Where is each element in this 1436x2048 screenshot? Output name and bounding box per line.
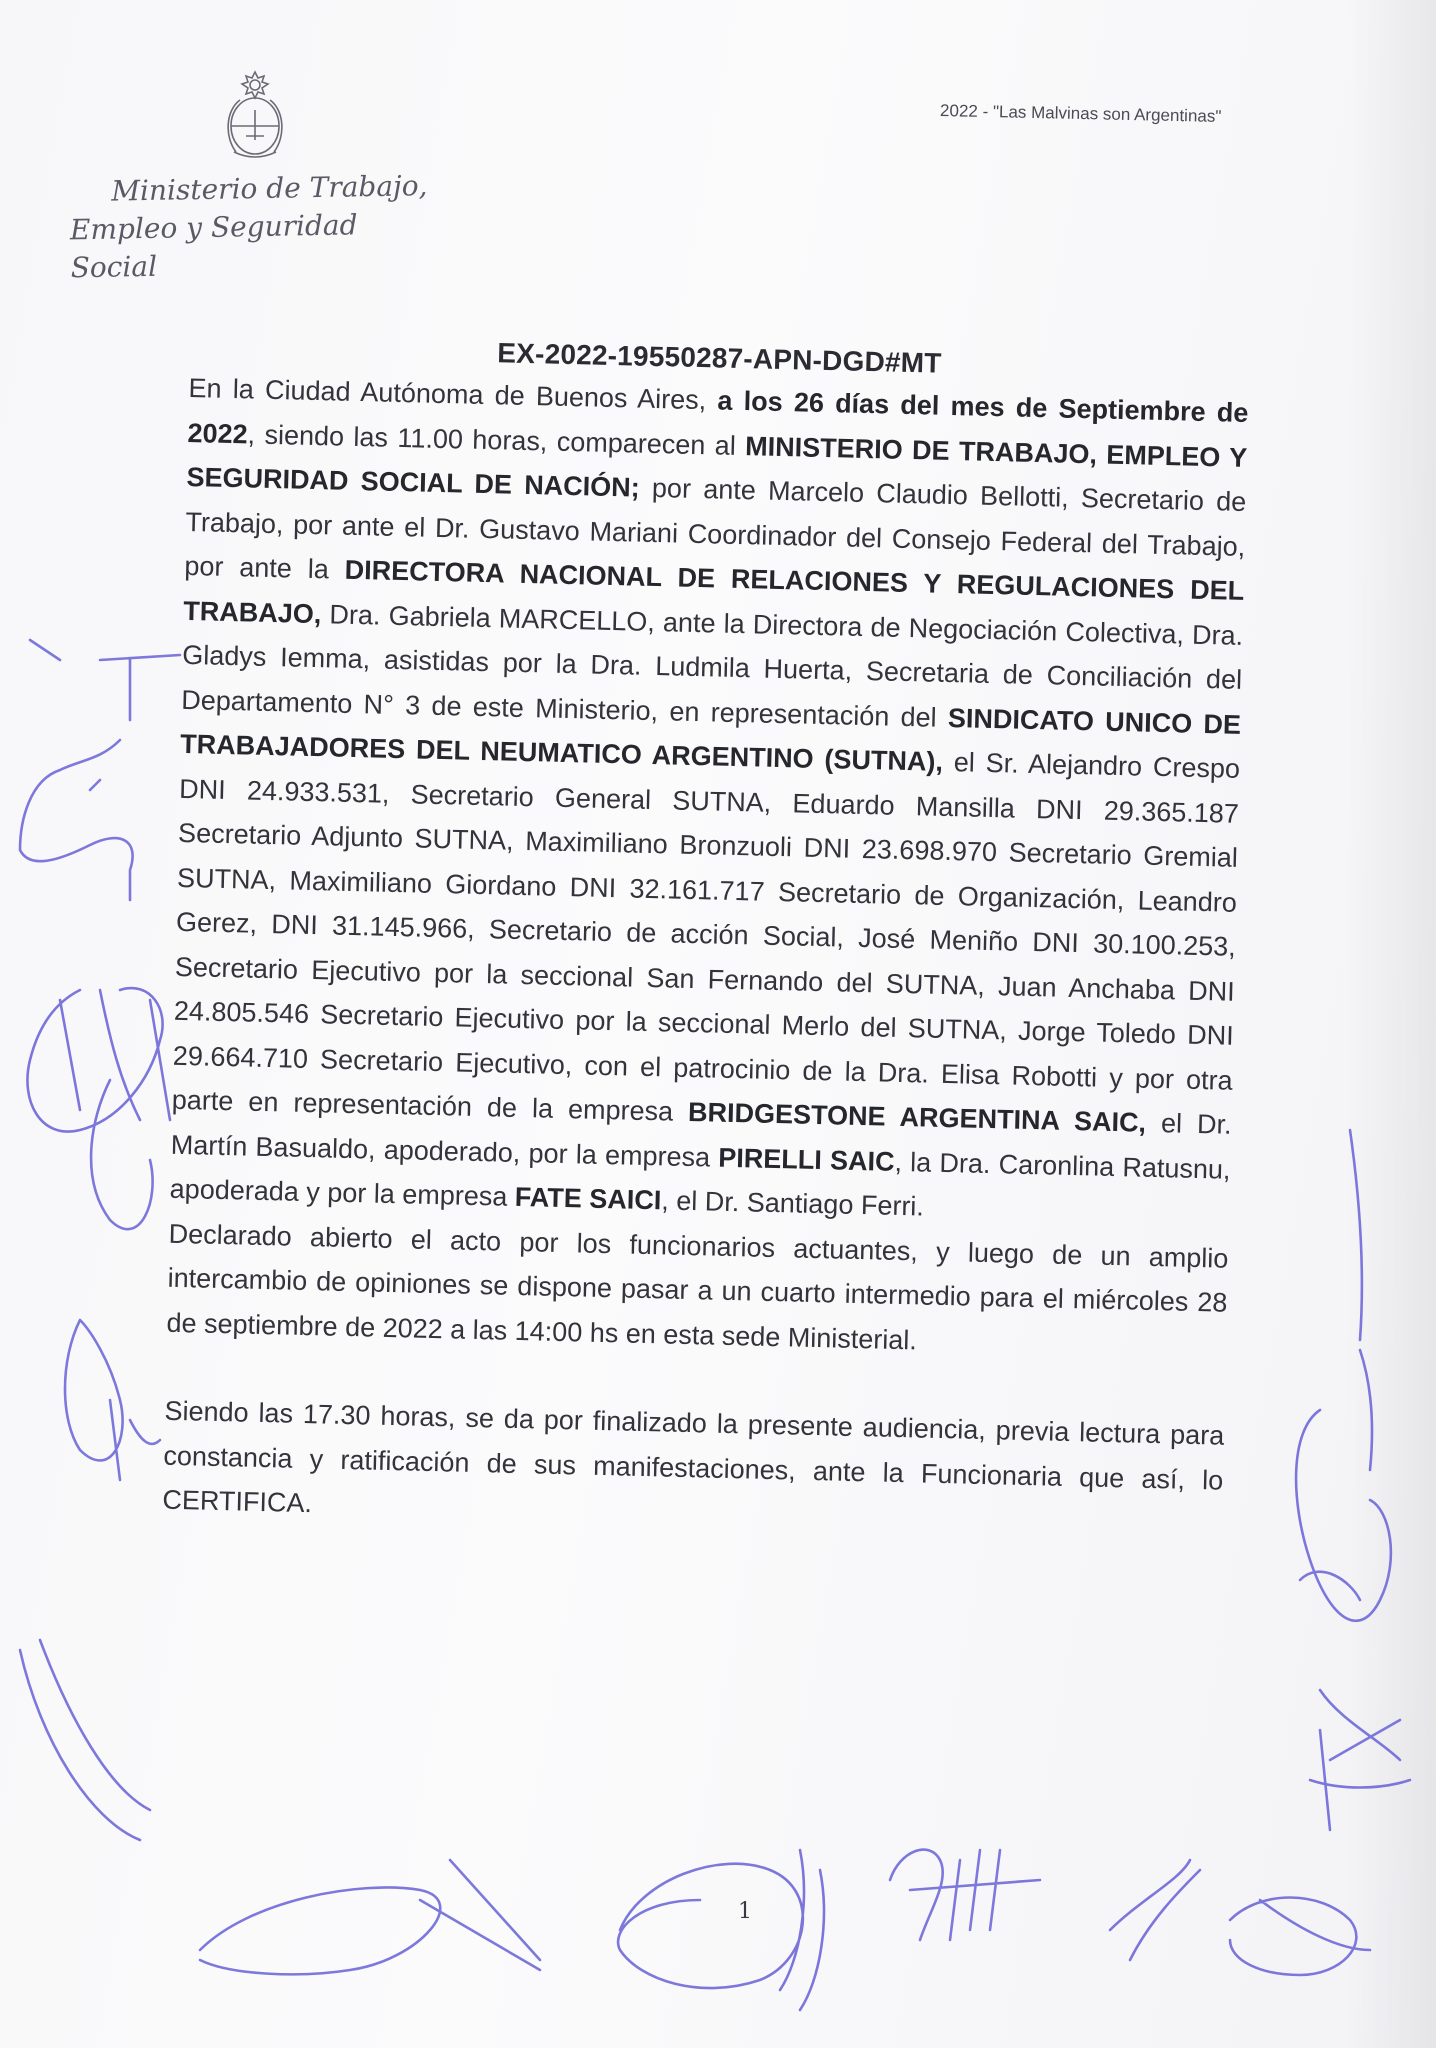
text-segment: En la Ciudad Autónoma de Buenos Aires, — [188, 372, 718, 416]
bottom-signature-3 — [890, 1850, 1040, 1940]
paper-edge-shadow — [1346, 0, 1436, 2048]
margin-signature-3 — [65, 1080, 160, 1480]
text-segment: por ante Marcelo Claudio Bellotti, Secretario de Trabajo, por ante el Dr. Gustavo Mariani Coordinador del Consejo Federal del Trabajo, por ante la — [184, 472, 1247, 585]
ministry-line-2: Empleo y Seguridad Social — [69, 208, 358, 285]
text-segment: el Dr. Martín Basualdo, apoderado, por la empresa — [170, 1107, 1232, 1173]
text-segment: , siendo las 11.00 horas, comparecen al — [247, 418, 746, 461]
expediente-number: EX-2022-19550287-APN-DGD#MT — [497, 337, 942, 379]
bold-text-segment: DIRECTORA NACIONAL DE RELACIONES Y REGULACIONES DEL TRABAJO, — [183, 554, 1245, 629]
margin-signature-1 — [20, 640, 180, 900]
bold-text-segment: a los 26 días del mes de Septiembre de 2022 — [187, 385, 1249, 449]
year-motto: 2022 - "Las Malvinas son Argentinas" — [939, 101, 1222, 126]
bold-text-segment: SINDICATO UNICO DE TRABAJADORES DEL NEUMATICO ARGENTINO (SUTNA), — [179, 702, 1242, 777]
bottom-signature-4 — [1110, 1860, 1200, 1960]
text-segment: Dra. Gabriela MARCELLO, ante la Directora de Negociación Colectiva, Dra. Gladys Iemma, asistidas por la Dra. Ludmila Huerta, Secretaria de Conciliación del Departamento N° 3 de este Ministerio, en representación del — [180, 598, 1244, 733]
paragraph-comparecencia — [169, 366, 1249, 1236]
bold-text-segment: BRIDGESTONE ARGENTINA SAIC, — [687, 1096, 1147, 1138]
margin-signature-4 — [20, 1640, 150, 1840]
document-body — [162, 330, 1250, 1547]
bold-text-segment: PIRELLI SAIC — [717, 1142, 895, 1177]
paragraph-cuarto-intermedio: Declarado abierto el acto por los funcionarios actuantes, y luego de un amplio intercambio de opiniones se dispone pasar a un cuarto intermedio para el miércoles 28 de septiembre de 2022 a las 14:00 hs en esta sede Ministerial. — [166, 1218, 1229, 1355]
paragraph-cierre: Siendo las 17.30 horas, se da por finalizado la presente audiencia, previa lectura para constancia y ratificación de sus manifestaciones, ante la Funcionaria que así, lo CERTIFICA. — [162, 1395, 1225, 1519]
bottom-signature-1 — [200, 1860, 540, 1974]
text-segment: , la Dra. Caronlina Ratusnu, apoderada y por la empresa — [169, 1146, 1231, 1212]
bottom-signature-2 — [618, 1850, 824, 2010]
ministry-name — [69, 167, 451, 288]
text-segment: , el Dr. Santiago Ferri. — [661, 1185, 925, 1222]
ministry-line-1: Ministerio de Trabajo, — [111, 169, 428, 208]
bold-text-segment: FATE SAICI — [514, 1181, 662, 1216]
bold-text-segment: MINISTERIO DE TRABAJO, EMPLEO Y SEGURIDAD SOCIAL DE NACIÓN; — [186, 430, 1248, 503]
national-seal-icon — [216, 66, 294, 162]
page-number: 1 — [738, 1899, 752, 1924]
text-segment: el Sr. Alejandro Crespo DNI 24.933.531, Secretario General SUTNA, Eduardo Mansilla DNI 29.365.187 Secretario Adjunto SUTNA, Maximiliano Bronzuoli DNI 23.698.970 Secretario Gremial SUTNA, Maximiliano Giordano DNI 32.161.717 Secretario de Organización, Leandro Gerez, DNI 31.145.966, Secretario de acción Social, José Meniño DNI 30.100.253, Secretario Ejecutivo por la seccional San Fernando del SUTNA, Juan Anchaba DNI 24.805.546 Secretario Ejecutivo por la seccional Merlo del SUTNA, Jorge Toledo DNI 29.664.710 Secretario Ejecutivo, con el patrocinio de la Dra. Elisa Robotti y por otra parte en representación de la empresa — [171, 746, 1241, 1127]
margin-signature-2 — [27, 988, 170, 1132]
